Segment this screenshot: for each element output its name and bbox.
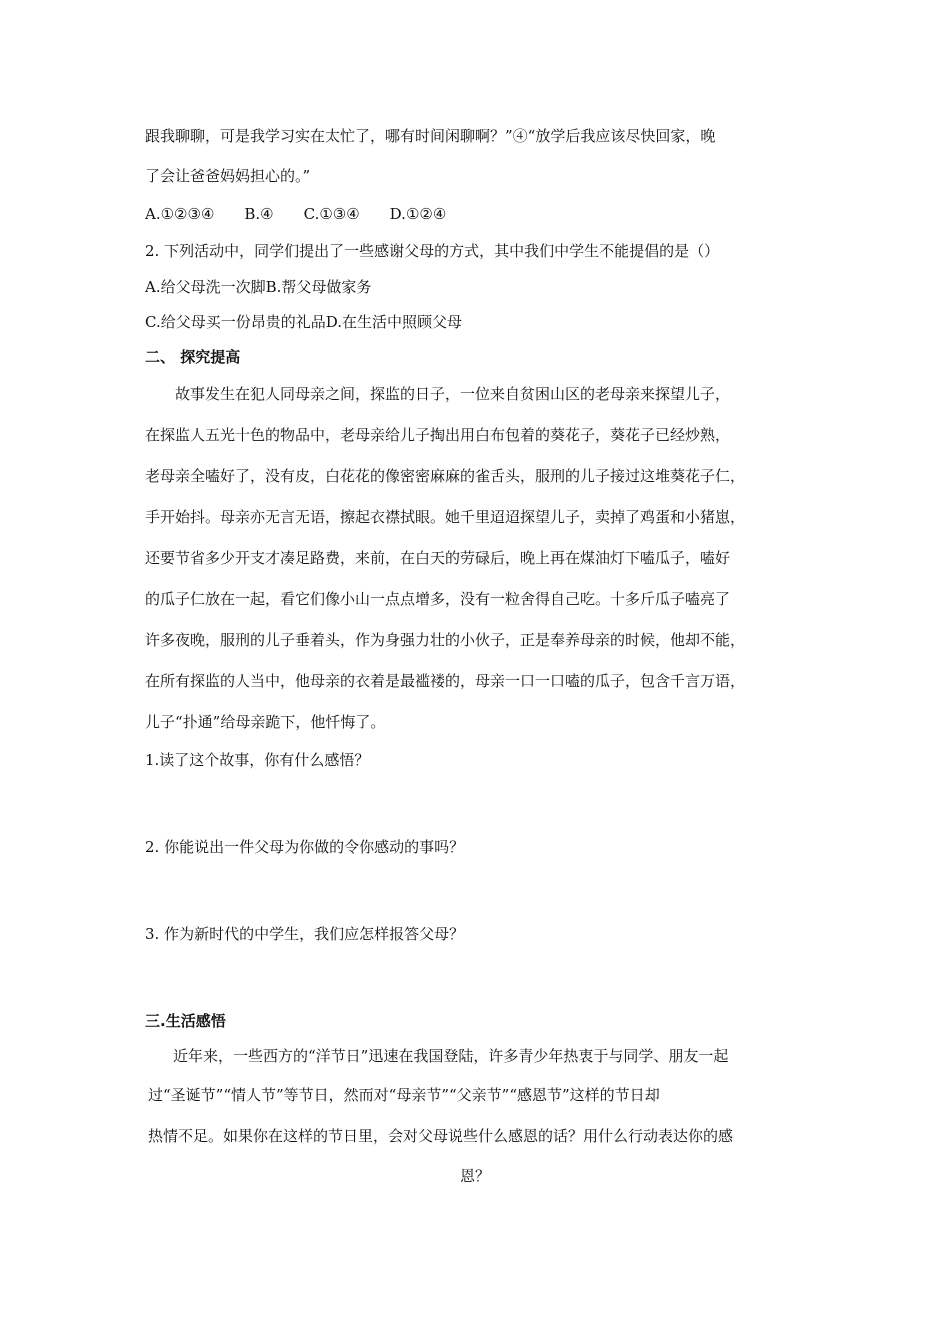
- section-heading-3: 三.生活感悟: [145, 1012, 226, 1030]
- paragraph-line: 热情不足。如果你在这样的节日里，会对父母说些什么感恩的话？用什么行动表达你的感: [148, 1127, 734, 1145]
- story-paragraph-line: 在探监人五光十色的物品中，老母亲给儿子掏出用白布包着的葵花子，葵花子已经炒熟，: [145, 426, 731, 444]
- paragraph-line: 过“圣诞节”“情人节”等节日，然而对“母亲节”“父亲节”“感恩节”这样的节日却: [148, 1086, 660, 1104]
- question-3: 3. 作为新时代的中学生，我们应怎样报答父母？: [145, 925, 465, 943]
- section-heading-2: 二、 探究提高: [145, 348, 241, 366]
- paragraph-line: 近年来，一些西方的“洋节日”迅速在我国登陆，许多青少年热衷于与同学、朋友一起: [173, 1047, 729, 1065]
- question-2b: 2. 你能说出一件父母为你做的令你感动的事吗？: [145, 838, 465, 856]
- text-line: 了会让爸爸妈妈担心的。”: [145, 167, 311, 185]
- answer-options: A.①②③④ B.④ C.①③④ D.①②④: [145, 205, 447, 223]
- story-paragraph-line: 许多夜晚，服刑的儿子垂着头，作为身强力壮的小伙子，正是奉养母亲的时候，他却不能，: [145, 631, 746, 649]
- story-paragraph-line: 老母亲全嗑好了，没有皮，白花花的像密密麻麻的雀舌头，服刑的儿子接过这堆葵花子仁，: [145, 467, 746, 485]
- story-paragraph-line: 还要节省多少开支才凑足路费，来前，在白天的劳碌后，晚上再在煤油灯下嗑瓜子，嗑好: [145, 549, 731, 567]
- story-paragraph-line: 手开始抖。母亲亦无言无语，擦起衣襟拭眼。她千里迢迢探望儿子，卖掉了鸡蛋和小猪崽，: [145, 508, 746, 526]
- story-paragraph-line: 在所有探监的人当中，他母亲的衣着是最褴褛的，母亲一口一口嗑的瓜子，包含千言万语，: [145, 672, 746, 690]
- option-line: C.给父母买一份昂贵的礼品D.在生活中照顾父母: [145, 313, 462, 331]
- story-paragraph-line: 故事发生在犯人同母亲之间，探监的日子，一位来自贫困山区的老母亲来探望儿子，: [175, 385, 731, 403]
- paragraph-line-end: 恩？: [459, 1167, 490, 1185]
- story-paragraph-line: 的瓜子仁放在一起，看它们像小山一点点增多，没有一粒舍得自己吃。十多斤瓜子嗑亮了: [145, 590, 731, 608]
- option-line: A.给父母洗一次脚B.帮父母做家务: [145, 278, 372, 296]
- text-line: 跟我聊聊，可是我学习实在太忙了，哪有时间闲聊啊？”④“放学后我应该尽快回家，晚: [145, 127, 716, 145]
- story-paragraph-line: 儿子“扑通”给母亲跪下，他忏悔了。: [145, 713, 386, 731]
- question-2: 2. 下列活动中，同学们提出了一些感谢父母的方式，其中我们中学生不能提倡的是（）: [145, 242, 720, 260]
- question-1: 1.读了这个故事，你有什么感悟？: [145, 751, 370, 769]
